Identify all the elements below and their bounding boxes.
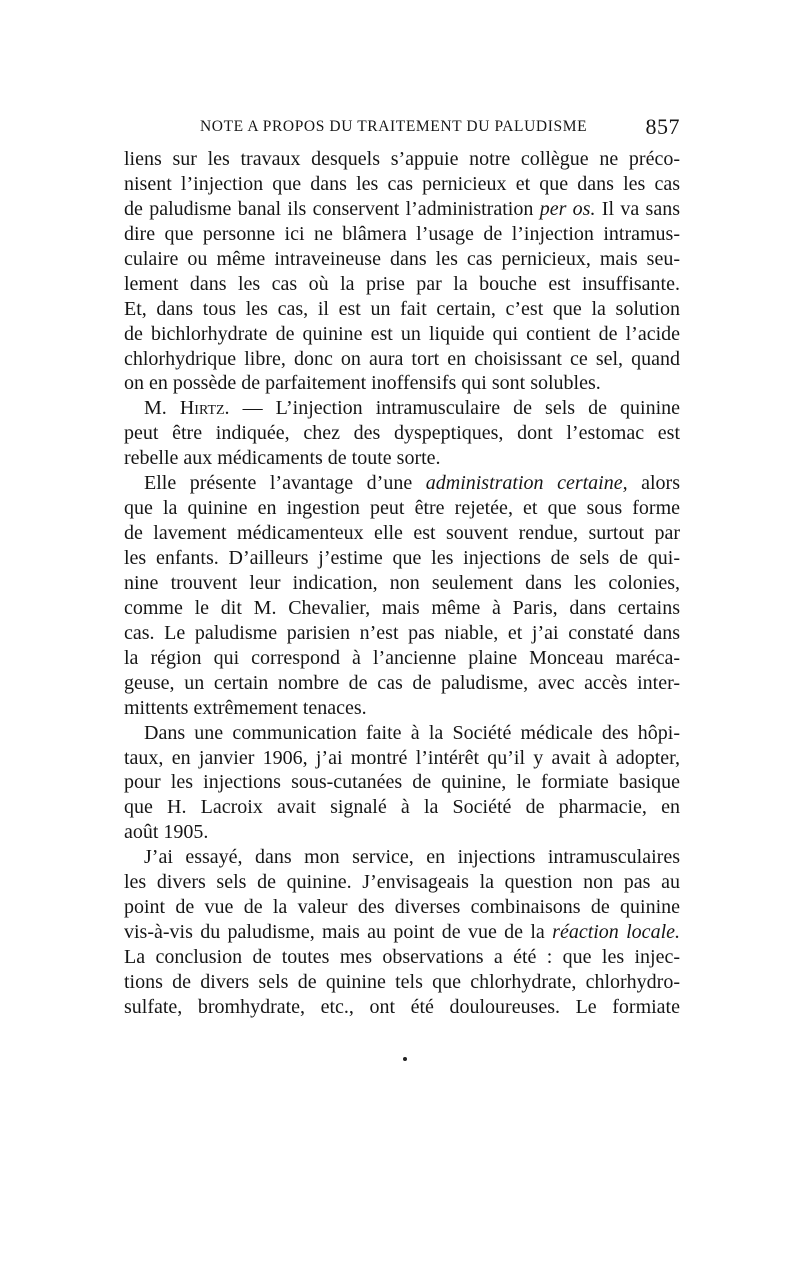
text-line: août 1905. — [124, 821, 209, 844]
body-text — [124, 147, 680, 1020]
text-line: que H. Lacroix avait signalé à la Société de pharmacie, en — [124, 796, 680, 819]
running-title: NOTE A PROPOS DU TRAITEMENT DU PALUDISME — [200, 118, 588, 135]
text-line: on en possède de parfaitement inoffensifs qui sont solubles. — [124, 372, 601, 395]
text-line: de bichlorhydrate de quinine est un liquide qui contient de l’acide — [124, 322, 680, 345]
text-line: chlorhydrique libre, donc on aura tort en choisissant ce sel, quand — [124, 347, 680, 370]
text-line: Elle présente l’avantage d’une administration certaine, alors — [144, 472, 680, 495]
text-line: tions de divers sels de quinine tels que chlorhydrate, chlorhydro- — [124, 970, 680, 993]
text-line: Dans une communication faite à la Société médicale des hôpi- — [144, 721, 680, 744]
running-header — [200, 114, 680, 144]
text-line: nine trouvent leur indication, non seulement dans les colonies, — [124, 571, 680, 594]
italic-text: per os. — [539, 197, 596, 220]
text-line: dire que personne ici ne blâmera l’usage de l’injection intramus- — [124, 222, 680, 245]
text-line: mittents extrêmement tenaces. — [124, 696, 367, 719]
text-line: cas. Le paludisme parisien n’est pas niable, et j’ai constaté dans — [124, 621, 680, 644]
text-line: de lavement médicamenteux elle est souvent rendue, surtout par — [124, 522, 680, 545]
italic-text: administration certaine, — [425, 472, 628, 495]
page-number: 857 — [645, 114, 680, 139]
text-line: la région qui correspond à l’ancienne plaine Monceau maréca- — [124, 646, 680, 669]
text-line: taux, en janvier 1906, j’ai montré l’intérêt qu’il y avait à adopter, — [124, 746, 680, 769]
text-line: Et, dans tous les cas, il est un fait certain, c’est que la solution — [124, 297, 680, 320]
text-line: J’ai essayé, dans mon service, en injections intramusculaires — [144, 846, 680, 869]
italic-text: réaction locale. — [552, 921, 680, 944]
text-line: que la quinine en ingestion peut être rejetée, et que sous forme — [124, 497, 680, 520]
text-line: geuse, un certain nombre de cas de paludisme, avec accès inter- — [124, 671, 680, 694]
text-line: M. Hirtz. — L’injection intramusculaire de sels de quinine — [144, 397, 680, 420]
print-speck — [403, 1057, 407, 1061]
text-line: nisent l’injection que dans les cas pernicieux et que dans les cas — [124, 172, 680, 195]
text-line: les divers sels de quinine. J’envisageais la question non pas au — [124, 871, 680, 894]
text-line: peut être indiquée, chez des dyspeptiques, dont l’estomac est — [124, 422, 680, 445]
text-line: pour les injections sous-cutanées de quinine, le formiate basique — [124, 771, 680, 794]
text-line: culaire ou même intraveineuse dans les cas pernicieux, mais seu- — [124, 247, 680, 270]
text-line: rebelle aux médicaments de toute sorte. — [124, 447, 441, 470]
text-line: liens sur les travaux desquels s’appuie notre collègue ne préco- — [124, 148, 680, 170]
text-line: vis-à-vis du paludisme, mais au point de vue de la réaction locale. — [124, 921, 680, 944]
text-line: point de vue de la valeur des diverses combinaisons de quinine — [124, 896, 680, 919]
speaker-name: Hirtz. — [179, 397, 230, 420]
text-line: les enfants. D’ailleurs j’estime que les injections de sels de qui- — [124, 547, 680, 569]
text-line: comme le dit M. Chevalier, mais même à Paris, dans certains — [124, 596, 680, 619]
text-line: de paludisme banal ils conservent l’administration per os. Il va sans — [124, 197, 680, 220]
text-line: sulfate, bromhydrate, etc., ont été douloureuses. Le formiate — [124, 995, 680, 1018]
text-line: lement dans les cas où la prise par la bouche est insuffisante. — [124, 272, 680, 295]
text-line: La conclusion de toutes mes observations a été : que les injec- — [124, 946, 680, 968]
